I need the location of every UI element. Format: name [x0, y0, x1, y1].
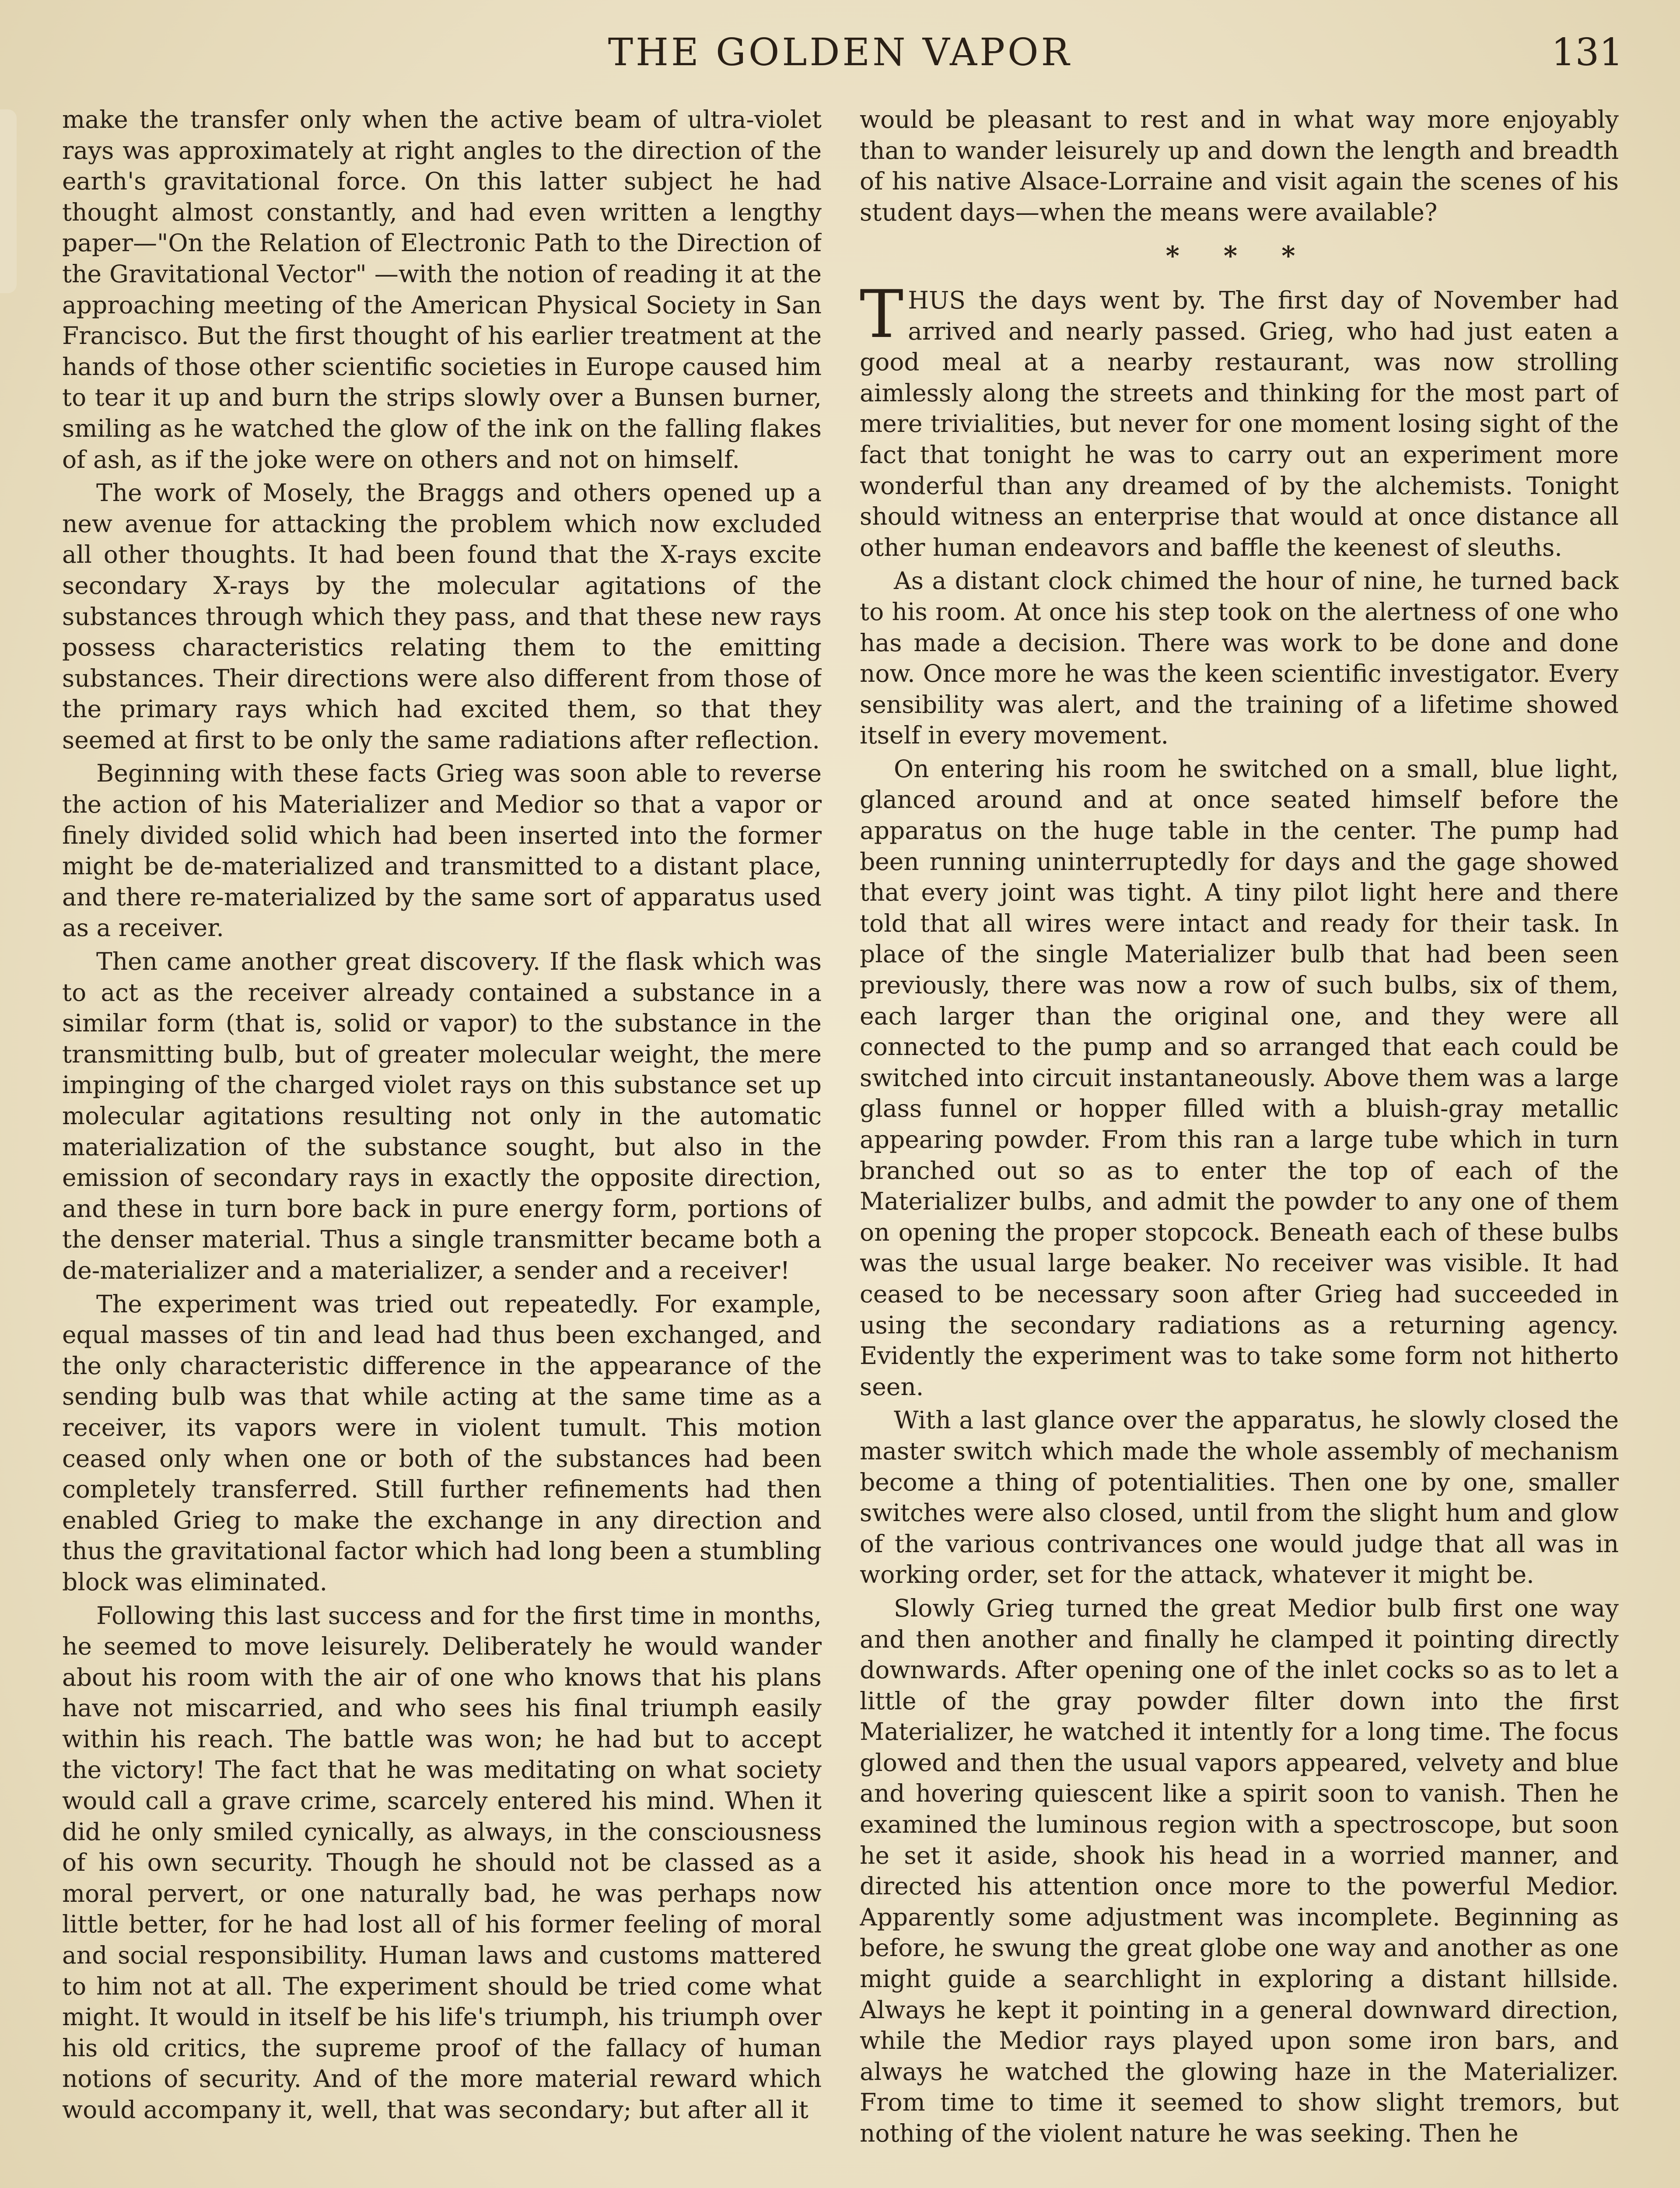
section-opening-paragraph [860, 276, 1619, 563]
left-column [62, 104, 822, 2188]
drop-cap: T [860, 276, 904, 353]
page-number: 131 [1551, 31, 1623, 74]
paragraph: Beginning with these facts Grieg was soon able to reverse the action of his Materializer and Medior so that a vapor or finely divided solid which had been inserted into the former might be de-materialized and transmitted to a distant place, and there re-materialized by the same sort of apparatus used as a receiver. [62, 759, 822, 942]
section-separator: * * * [1166, 241, 1313, 272]
paragraph: The experiment was tried out repeatedly. For example, equal masses of tin and lead had thus been exchanged, and the only characteristic difference in the appearance of the sending bulb was that while acting at the same time as a receiver, its vapors were in violent tumult. This motion ceased only when one or both of the substances had been completely transferred. Still further refinements had then enabled Grieg to make the exchange in any direction and thus the gravitational factor which had long been a stumbling block was eliminated. [62, 1290, 822, 1596]
paragraph: would be pleasant to rest and in what way more enjoyably than to wander leisurely up and down the length and breadth of his native Alsace-Lorraine and visit again the scenes of his student days—when the means were available? [860, 105, 1619, 226]
paragraph: The work of Mosely, the Braggs and others opened up a new avenue for attacking the problem which now excluded all other thoughts. It had been found that the X-rays excite secondary X-rays by the molecular agitations of the substances through which they pass, and that these new rays possess characteristics relating them to the emitting substances. Their directions were also different from those of the primary rays which had excited them, so that they seemed at first to be only the same radiations after reflection. [62, 479, 822, 754]
paragraph: As a distant clock chimed the hour of nine, he turned back to his room. At once his step took on the alertness of one who has made a decision. There was work to be done and done now. Once more he was the keen scientific investigator. Every sensibility was alert, and the training of a lifetime showed itself in every movement. [860, 567, 1619, 750]
paragraph-text: HUS the days went by. The first day of November had arrived and nearly passed. Grieg, who had just eaten a good meal at a nearby restaurant, was now strolling aimlessly along the streets and thinking for the most part of mere trivialities, but never for one moment losing sight of the fact that tonight he was to carry out an experiment more wonderful than any dreamed of by the alchemists. Tonight should witness an enterprise that would at once distance all other human endeavors and baffle the keenest of sleuths. [860, 286, 1619, 561]
running-title: THE GOLDEN VAPOR [608, 31, 1072, 74]
paragraph: With a last glance over the apparatus, he slowly closed the master switch which made the whole assembly of mechanism become a thing of potentialities. Then one by one, smaller switches were also closed, until from the slight hum and glow of the various contrivances one would judge that all was in working order, set for the attack, whatever it might be. [860, 1406, 1619, 1589]
page-edge-wear [0, 109, 17, 293]
right-column [860, 104, 1619, 2188]
paragraph: Slowly Grieg turned the great Medior bulb first one way and then another and finally he clamped it pointing directly downwards. After opening one of the inlet cocks so as to let a little of the gray powder filter down into the first Materializer, he watched it intently for a long time. The focus glowed and then the usual vapors appeared, velvety and blue and hovering quiescent like a spirit soon to vanish. Then he examined the luminous region with a spectroscope, but soon he set it aside, shook his head in a worried manner, and directed his attention once more to the powerful Medior. Apparently some adjustment was incomplete. Beginning as before, he swung the great globe one way and another as one might guide a searchlight in exploring a distant hillside. Always he kept it pointing in a general downward direction, while the Medior rays played upon some iron bars, and always he watched the glowing haze in the Materializer. From time to time it seemed to show slight tremors, but nothing of the violent nature he was seeking. Then he [860, 1594, 1619, 2147]
paragraph: Then came another great discovery. If the flask which was to act as the receiver already contained a substance in a similar form (that is, solid or vapor) to the substance in the transmitting bulb, but of greater molecular weight, the mere impinging of the charged violet rays on this substance set up molecular agitations resulting not only in the automatic materialization of the substance sought, but also in the emission of secondary rays in exactly the opposite direction, and these in turn bore back in pure energy form, portions of the denser material. Thus a single transmitter became both a de-materializer and a materializer, a sender and a receiver! [62, 947, 822, 1284]
running-header [0, 26, 1680, 83]
paragraph: On entering his room he switched on a small, blue light, glanced around and at once seated himself before the apparatus on the huge table in the center. The pump had been running uninterruptedly for days and the gage showed that every joint was tight. A tiny pilot light here and there told that all wires were intact and ready for their task. In place of the single Materializer bulb that had been seen previously, there was now a row of such bulbs, six of them, each larger than the original one, and they were all connected to the pump and so arranged that each could be switched into circuit instantaneously. Above them was a large glass funnel or hopper filled with a bluish-gray metallic appearing powder. From this ran a large tube which in turn branched out so as to enter the top of each of the Materializer bulbs, and admit the powder to any one of them on opening the proper stopcock. Beneath each of these bulbs was the usual large beaker. No receiver was visible. It had ceased to be necessary soon after Grieg had succeeded in using the secondary radiations as a returning agency. Evidently the experiment was to take some form not hitherto seen. [860, 754, 1619, 1401]
paragraph: make the transfer only when the active beam of ultra-violet rays was approximately at right angles to the direction of the earth's gravitational force. On this latter subject he had thought almost constantly, and had even written a lengthy paper—"On the Relation of Electronic Path to the Direction of the Gravitational Vector" —with the notion of reading it at the approaching meeting of the American Physical Society in San Francisco. But the first thought of his earlier treatment at the hands of those other scientific societies in Europe caused him to tear it up and burn the strips slowly over a Bunsen burner, smiling as he watched the glow of the ink on the falling flakes of ash, as if the joke were on others and not on himself. [62, 105, 822, 473]
paragraph: Following this last success and for the first time in months, he seemed to move leisurely. Deliberately he would wander about his room with the air of one who knows that his plans have not miscarried, and who sees his final triumph easily within his reach. The battle was won; he had but to accept the victory! The fact that he was meditating on what society would call a grave crime, scarcely entered his mind. When it did he only smiled cynically, as always, in the consciousness of his own security. Though he should not be classed as a moral pervert, or one naturally bad, he was perhaps now little better, for he had lost all of his former feeling of moral and social responsibility. Human laws and customs mattered to him not at all. The experiment should be tried come what might. It would in itself be his life's triumph, his triumph over his old critics, the supreme proof of the fallacy of human notions of security. And of the more material reward which would accompany it, well, that was secondary; but after all it [62, 1601, 822, 2124]
